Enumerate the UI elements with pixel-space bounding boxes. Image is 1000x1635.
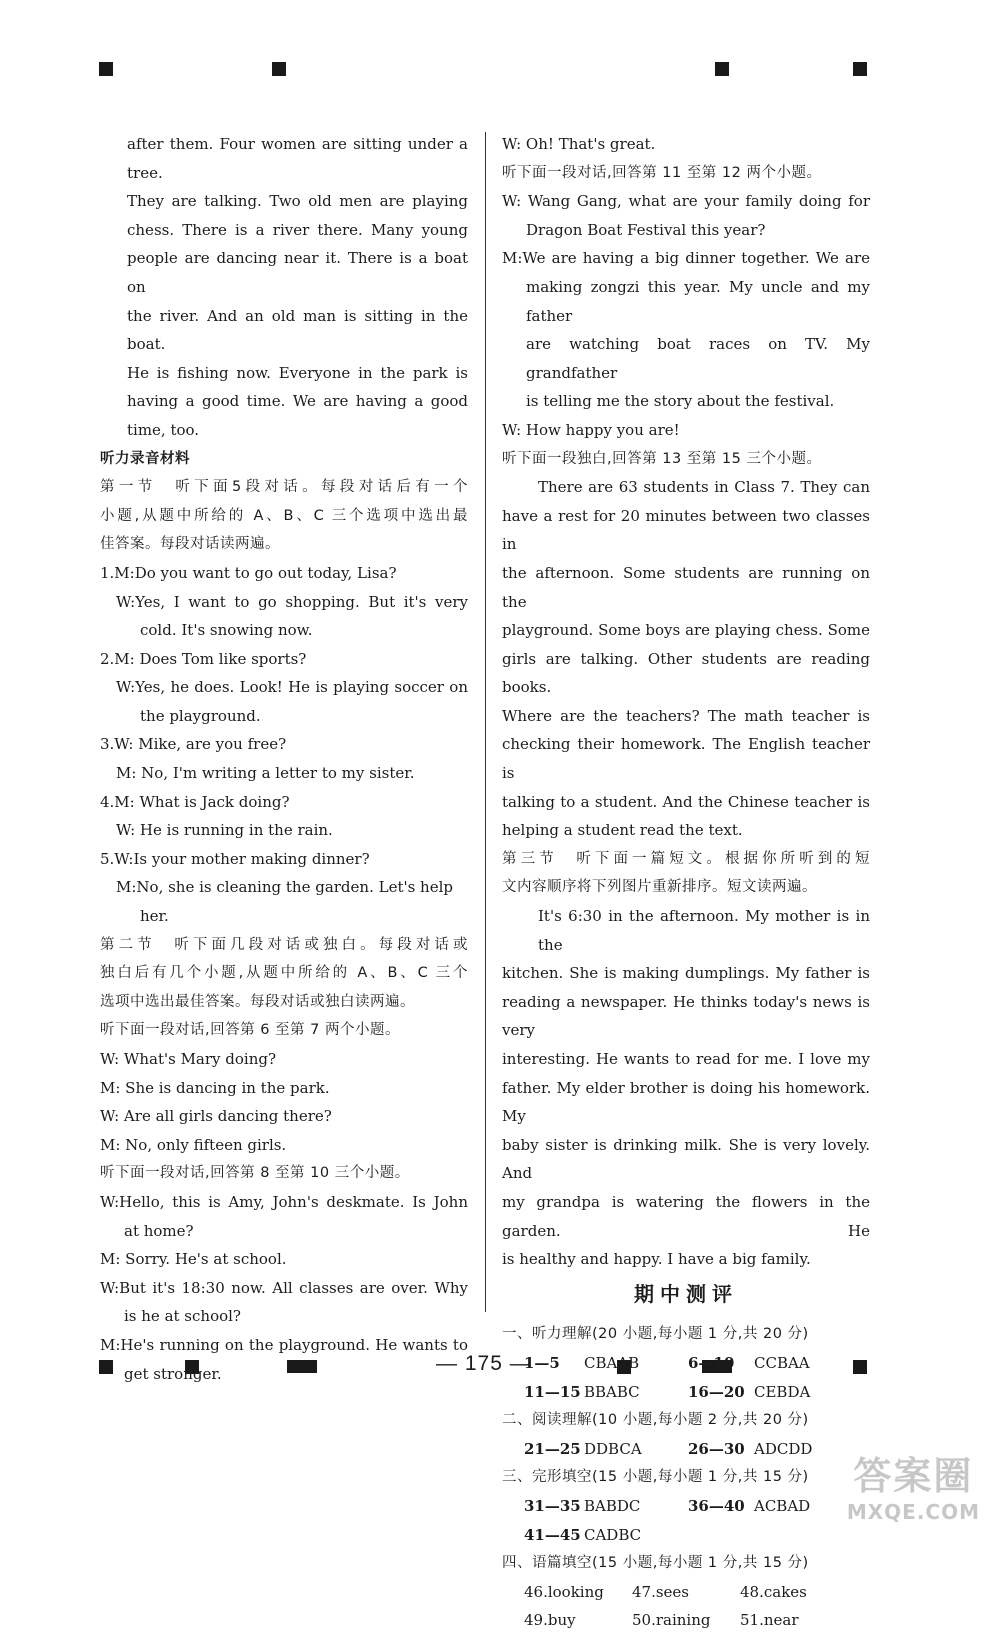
dialogue-line: M:He's running on the playground. He wants to (100, 1335, 468, 1354)
dialogue-line: M: She is dancing in the park. (100, 1078, 330, 1097)
dialogue-intro: 听下面一段对话,回答第 6 至第 7 两个小题。 (100, 1022, 400, 1039)
dialogue-intro: 听下面一段独白,回答第 13 至第 15 三个小题。 (502, 450, 822, 467)
dialogue-line: her. (140, 907, 169, 926)
dialogue-line: are watching boat races on TV. My grandfather (526, 335, 870, 382)
page-number: — 175 — (436, 1352, 532, 1375)
dialogue-line: M: No, only fifteen girls. (100, 1135, 287, 1154)
dialogue-line: W: Wang Gang, what are your family doing for (502, 192, 870, 211)
dialogue-line: 2.M: Does Tom like sports? (100, 649, 307, 668)
monologue-paragraph: There are 63 students in Class 7. They can have a rest for 20 minutes between two classes in the afternoon. Some students are running on the playground. Some boys are playing chess. Some girls are talking. Other students are reading books. Where are the teachers? The math teacher is checking their homework. The English teacher is talking to a student. And the Chinese teacher is helping a student read the text. (502, 478, 870, 840)
dialogue-line: M: Sorry. He's at school. (100, 1250, 287, 1269)
answer-row: 1—5 CBAAB 6—10 CCBAA (524, 1353, 810, 1372)
dialogue-line: W:Hello, this is Amy, John's deskmate. Is John (100, 1192, 468, 1211)
answer-row: 41—45 CADBC (524, 1525, 642, 1544)
dialogue-intro: 听下面一段对话,回答第 8 至第 10 三个小题。 (100, 1165, 410, 1182)
dialogue-line: 3.W: Mike, are you free? (100, 735, 287, 754)
dialogue-line: W: How happy you are! (502, 420, 680, 439)
exam-title: 期中测评 (634, 1281, 738, 1306)
dialogue-line: W:Yes, I want to go shopping. But it's very (116, 592, 468, 611)
dialogue-line: get stronger. (124, 1364, 222, 1383)
dialogue-line: at home? (124, 1221, 194, 1240)
dialogue-line: is telling me the story about the festival. (526, 392, 835, 411)
dialogue-line: 1.M:Do you want to go out today, Lisa? (100, 563, 397, 582)
section-3-instructions: 第三节 听下面一篇短文。根据你所听到的短 文内容顺序将下列图片重新排序。短文读两遍。 (502, 850, 870, 896)
dialogue-line: cold. It's snowing now. (140, 621, 313, 640)
section-1-instructions: 第一节 听下面5段对话。每段对话后有一个 小题,从题中所给的 A、B、C 三个选项中选出最 佳答案。每段对话读两遍。 (100, 479, 468, 553)
section-heading: 听力录音材料 (100, 450, 190, 467)
dialogue-line: W: What's Mary doing? (100, 1050, 277, 1068)
dialogue-line: W:Yes, he does. Look! He is playing soccer on (116, 678, 468, 697)
answer-section-heading: 二、阅读理解(10 小题,每小题 2 分,共 20 分) (502, 1412, 809, 1429)
dialogue-line: M:No, she is cleaning the garden. Let's help (116, 878, 453, 897)
right-column (502, 130, 870, 1635)
passage-paragraph: It's 6:30 in the afternoon. My mother is in the kitchen. She is making dumplings. My father is reading a newspaper. He thinks today's news is very interesting. He wants to read for me. I love my father. My elder brother is doing his homework. My baby sister is drinking milk. She is very lovely. And my grandpa is watering the flowers in the garden. He is healthy and happy. I have a big family. (502, 907, 870, 1269)
answer-row: 11—15 BBABC 16—20 CEBDA (524, 1382, 811, 1401)
column-divider (485, 132, 486, 1312)
answer-section-heading: 一、听力理解(20 小题,每小题 1 分,共 20 分) (502, 1326, 809, 1343)
dialogue-line: W: He is running in the rain. (116, 821, 333, 840)
dialogue-line: M: No, I'm writing a letter to my sister. (116, 764, 415, 783)
dialogue-line: the playground. (140, 706, 261, 725)
answer-section-heading: 四、语篇填空(15 小题,每小题 1 分,共 15 分) (502, 1555, 809, 1572)
answer-row: 31—35 BABDC 36—40 ACBAD (524, 1496, 811, 1515)
story-paragraph: after them. Four women are sitting under a tree. They are talking. Two old men are playing chess. There is a river there. Many young people are dancing near it. There is a boat on the river. And an old man is sitting in the boat. He is fishing now. Everyone in the park is having a good time. We are having a good time, too. (127, 135, 468, 439)
answer-section-heading: 三、完形填空(15 小题,每小题 1 分,共 15 分) (502, 1469, 809, 1486)
watermark-logo: 答案圈 MXQE.COM (846, 1454, 980, 1524)
dialogue-line: M:We are having a big dinner together. We are (502, 249, 870, 268)
dialogue-line: W: Are all girls dancing there? (100, 1107, 332, 1126)
register-mark (853, 62, 867, 76)
dialogue-line: W:But it's 18:30 now. All classes are over. Why (100, 1278, 468, 1297)
answer-row: 46.looking 47.sees 48.cakes (524, 1582, 807, 1601)
dialogue-line: W: Oh! That's great. (502, 135, 656, 153)
dialogue-line: 4.M: What is Jack doing? (100, 792, 290, 811)
answer-row: 21—25 DDBCA 26—30 ADCDD (524, 1439, 813, 1458)
section-2-instructions: 第二节 听下面几段对话或独白。每段对话或 独白后有几个小题,从题中所给的 A、B、C 三个 选项中选出最佳答案。每段对话或独白读两遍。 (100, 936, 468, 1010)
dialogue-line: making zongzi this year. My uncle and my father (526, 277, 870, 325)
answer-row: 49.buy 50.raining 51.near (524, 1611, 799, 1630)
dialogue-line: is he at school? (124, 1307, 241, 1326)
register-mark (272, 62, 286, 76)
register-mark (99, 62, 113, 76)
register-mark (715, 62, 729, 76)
dialogue-line: 5.W:Is your mother making dinner? (100, 849, 370, 868)
left-column (100, 130, 468, 1388)
dialogue-intro: 听下面一段对话,回答第 11 至第 12 两个小题。 (502, 164, 822, 181)
dialogue-line: Dragon Boat Festival this year? (526, 220, 766, 239)
